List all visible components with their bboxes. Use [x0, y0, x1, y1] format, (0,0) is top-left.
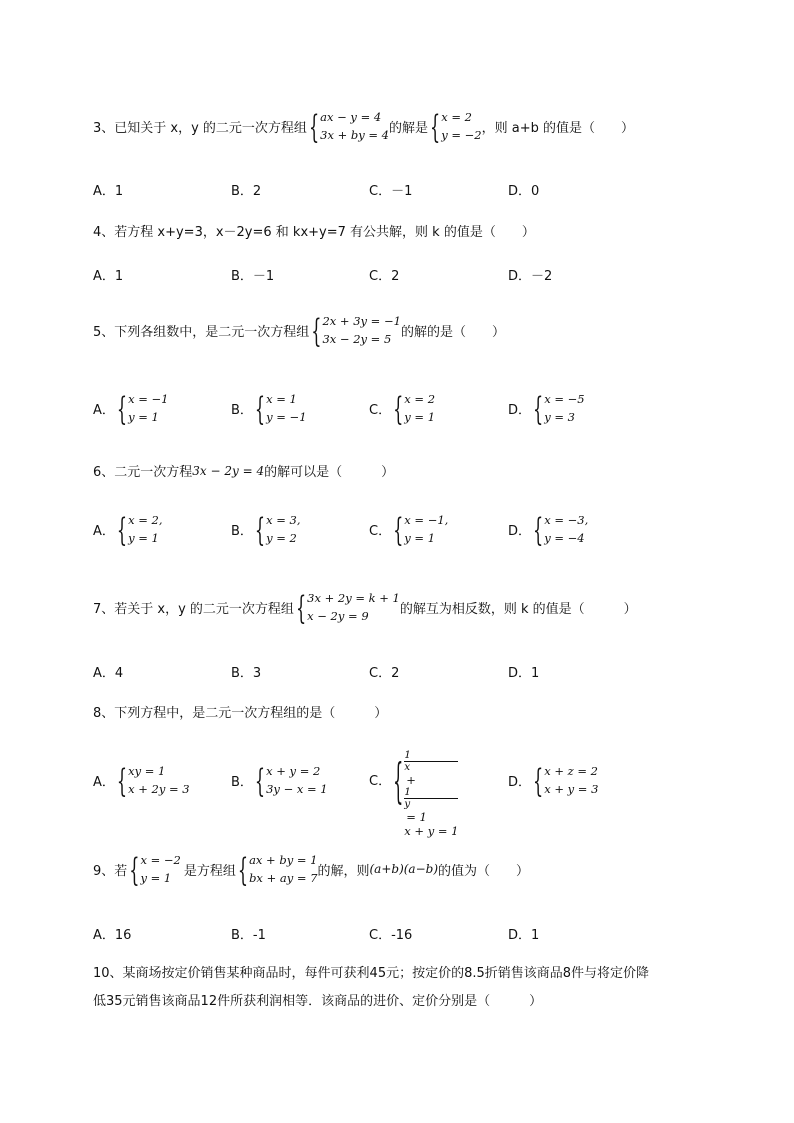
q5-a-y: y = 1	[128, 410, 159, 424]
q8-c-eq-1: 1 x + 1 y = 1	[404, 750, 458, 824]
q6-option-c[interactable]: C． { x = −1, y = 1	[369, 510, 449, 548]
question-8: 8、下列方程中，是二元一次方程组的是（ ）	[93, 706, 388, 721]
q8-b-eq-2: 3y − x = 1	[266, 782, 328, 796]
q9-eq-2: bx + ay = 7	[249, 871, 318, 885]
q5-option-d-label: D．	[508, 402, 532, 418]
q5-option-d[interactable]: D． { x = −5 y = 3	[508, 389, 585, 427]
q8-c-eq-2: x + y = 1	[404, 824, 459, 838]
q5-b-x: x = 1	[266, 392, 297, 406]
q7-option-c[interactable]: C．2	[369, 666, 400, 681]
q9-option-c[interactable]: C．-16	[369, 928, 413, 943]
q3-suffix: ，则 a+b 的值是（ ）	[481, 120, 634, 136]
q6-c-x: x = −1,	[404, 513, 449, 527]
q6-option-b[interactable]: B． { x = 3, y = 2	[231, 510, 301, 548]
q9-solution: { x = −2 y = 1	[129, 850, 181, 888]
q3-option-b[interactable]: B．2	[231, 184, 262, 199]
q5-b-y: y = −1	[266, 410, 307, 424]
q5-d-x: x = −5	[544, 392, 585, 406]
q5-option-c-label: C．	[369, 402, 392, 418]
q9-sol-1: x = −2	[140, 853, 181, 867]
q3-sol-2: y = −2	[441, 128, 482, 142]
q5-option-b-label: B．	[231, 402, 253, 418]
q3-option-a[interactable]: A．1	[93, 184, 124, 199]
q8-option-b[interactable]: B． { x + y = 2 3y − x = 1	[231, 761, 328, 799]
q8-option-b-label: B．	[231, 774, 253, 790]
q5-system: { 2x + 3y = −1 3x − 2y = 5	[311, 311, 401, 349]
q5-d-y: y = 3	[544, 410, 575, 424]
q9-expression: (a+b)(a−b)	[369, 862, 439, 876]
q5-option-c[interactable]: C． { x = 2 y = 1	[369, 389, 436, 427]
q6-equation: 3x − 2y = 4	[192, 463, 265, 478]
q6-suffix: 的解可以是（ ）	[264, 465, 395, 480]
q4-option-c[interactable]: C．2	[369, 269, 400, 284]
q6-d-y: y = −4	[544, 531, 585, 545]
q6-a-y: y = 1	[128, 531, 159, 545]
q5-eq-1: 2x + 3y = −1	[322, 314, 401, 328]
q6-option-c-label: C．	[369, 523, 392, 539]
q9-suffix-2: 的值为（ ）	[438, 863, 530, 879]
q8-c-num-1: 1	[404, 749, 411, 761]
q5-prefix: 5、下列各组数中，是二元一次方程组	[93, 324, 310, 340]
q6-d-x: x = −3,	[544, 513, 589, 527]
q7-eq-1: 3x + 2y = k + 1	[307, 591, 400, 605]
q8-b-eq-1: x + y = 2	[266, 764, 321, 778]
q8-option-d[interactable]: D． { x + z = 2 x + y = 3	[508, 761, 599, 799]
q8-d-eq-1: x + z = 2	[544, 764, 598, 778]
q7-option-b[interactable]: B．3	[231, 666, 262, 681]
question-4: 4、若方程 x+y=3，x－2y=6 和 kx+y=7 有公共解，则 k 的值是（ ）	[93, 225, 535, 240]
q6-option-b-label: B．	[231, 523, 253, 539]
question-10-line-2: 低35元销售该商品12件所获利润相等．该商品的进价、定价分别是（ ）	[93, 994, 543, 1009]
q3-solution: { x = 2 y = −2	[430, 107, 482, 145]
q6-option-a[interactable]: A． { x = 2, y = 1	[93, 510, 163, 548]
q7-eq-2: x − 2y = 9	[307, 609, 369, 623]
q5-option-a[interactable]: A． { x = −1 y = 1	[93, 389, 169, 427]
q6-prefix: 6、二元一次方程	[93, 465, 193, 480]
q6-option-a-label: A．	[93, 523, 115, 539]
question-5	[93, 312, 505, 348]
q8-option-d-label: D．	[508, 774, 532, 790]
q8-c-rhs: = 1	[406, 810, 427, 824]
question-7	[93, 589, 637, 625]
q3-option-c[interactable]: C．－1	[369, 184, 413, 199]
q9-system: { ax + by = 1 bx + ay = 7	[237, 850, 318, 888]
q3-prefix: 3、已知关于 x，y 的二元一次方程组	[93, 120, 307, 136]
q3-mid: 的解是	[389, 120, 429, 136]
q7-suffix: 的解互为相反数，则 k 的值是（ ）	[399, 601, 637, 617]
q5-a-x: x = −1	[128, 392, 169, 406]
question-10-line-1: 10、某商场按定价销售某种商品时，每件可获利45元；按定价的8.5折销售该商品8件与将定价降	[93, 966, 650, 981]
q4-option-b[interactable]: B．－1	[231, 269, 275, 284]
q6-a-x: x = 2,	[128, 513, 163, 527]
q3-eq-1: ax − y = 4	[320, 110, 382, 124]
q6-option-d[interactable]: D． { x = −3, y = −4	[508, 510, 589, 548]
q7-prefix: 7、若关于 x，y 的二元一次方程组	[93, 601, 294, 617]
q3-option-d[interactable]: D．0	[508, 184, 540, 199]
q7-option-a[interactable]: A．4	[93, 666, 124, 681]
q9-option-b[interactable]: B．-1	[231, 928, 266, 943]
q9-eq-1: ax + by = 1	[249, 853, 318, 867]
q4-option-d[interactable]: D．－2	[508, 269, 553, 284]
q5-suffix: 的解的是（ ）	[400, 324, 505, 340]
q9-option-a[interactable]: A．16	[93, 928, 132, 943]
q7-option-d[interactable]: D．1	[508, 666, 540, 681]
q7-system: { 3x + 2y = k + 1 x − 2y = 9	[295, 588, 400, 626]
q3-eq-2: 3x + by = 4	[320, 128, 389, 142]
q3-system: { ax − y = 4 3x + by = 4	[308, 107, 389, 145]
q9-suffix-1: 的解，则	[317, 863, 370, 879]
q9-mid: 是方程组	[183, 863, 236, 879]
q5-c-y: y = 1	[404, 410, 436, 424]
q8-c-den-1: x	[404, 761, 411, 773]
q4-option-a[interactable]: A．1	[93, 269, 124, 284]
question-6	[93, 461, 394, 480]
q8-option-c-label: C．	[369, 773, 392, 789]
q5-c-x: x = 2	[404, 392, 436, 406]
q8-option-a[interactable]: A． { xy = 1 x + 2y = 3	[93, 761, 190, 799]
q6-b-y: y = 2	[266, 531, 297, 545]
q9-sol-2: y = 1	[140, 871, 172, 885]
q9-option-d[interactable]: D．1	[508, 928, 540, 943]
q6-b-x: x = 3,	[266, 513, 301, 527]
q5-option-b[interactable]: B． { x = 1 y = −1	[231, 389, 307, 427]
q8-option-c[interactable]: C． { 1 x + 1 y = 1 x + y = 1	[369, 749, 459, 838]
q8-d-eq-2: x + y = 3	[544, 782, 599, 796]
q8-c-num-2: 1	[404, 786, 411, 798]
q8-a-eq-2: x + 2y = 3	[128, 782, 190, 796]
q5-option-a-label: A．	[93, 402, 115, 418]
q8-c-den-2: y	[404, 798, 411, 810]
q5-eq-2: 3x − 2y = 5	[322, 332, 392, 346]
q3-sol-1: x = 2	[441, 110, 472, 124]
q9-prefix: 9、若	[93, 863, 128, 879]
q6-option-d-label: D．	[508, 523, 532, 539]
q6-c-y: y = 1	[404, 531, 436, 545]
question-9	[93, 851, 529, 887]
q8-option-a-label: A．	[93, 774, 115, 790]
question-3	[93, 108, 634, 144]
q8-a-eq-1: xy = 1	[128, 764, 166, 778]
